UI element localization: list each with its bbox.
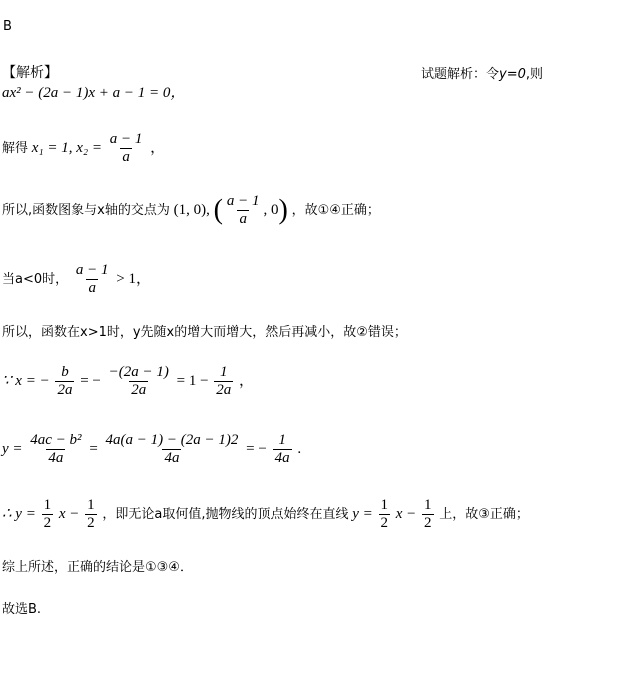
monotone-text: 所以，函数在x>1时，y先随x的增大而增大，然后再减小，故②错误； [2, 325, 407, 340]
vertex-x-f2-den: 2a [131, 382, 147, 398]
intersect-tail: , 0 [263, 201, 279, 218]
line-rhs: y = [352, 505, 373, 522]
vertex-x-lhs: ∵ x = − [2, 372, 50, 389]
solve-line [2, 131, 165, 166]
solve-fraction [108, 131, 145, 166]
intersect-point1: (1, 0), [173, 201, 210, 218]
line-frac1 [42, 497, 54, 532]
vertex-y-lhs: y = [2, 440, 23, 457]
intersect-suffix: ，故①④正确； [291, 202, 380, 218]
line-mid: x − [58, 505, 80, 522]
intersect-frac-den: a [239, 211, 247, 227]
intro-math: y=0 [499, 67, 526, 82]
vertex-x-f1-den: 2a [57, 382, 73, 398]
quadratic-equation: ax² − (2a − 1)x + a − 1 = 0， [2, 85, 186, 101]
vertex-y-f1-num: 4ac − b² [30, 432, 82, 448]
vertex-y-frac3 [273, 432, 292, 467]
line-f3-num: 1 [380, 497, 388, 513]
line-f2-num: 1 [87, 497, 95, 513]
vertex-x-end: ， [239, 372, 255, 389]
vertex-x-f3-den: 2a [216, 382, 232, 398]
solve-prefix: 解得 [2, 140, 29, 156]
intro-suffix: ,则 [525, 67, 544, 82]
vertex-x-frac3 [214, 364, 233, 399]
vertex-y-end: . [297, 440, 302, 457]
vertex-y-f3-den: 4a [274, 450, 290, 466]
vertex-x-f3-num: 1 [220, 364, 228, 380]
line-frac2 [85, 497, 97, 532]
vertex-y-f1-den: 4a [48, 450, 64, 466]
vertex-y-f3-num: 1 [278, 432, 286, 448]
solve-end: ， [150, 139, 166, 156]
vertex-y-frac1 [28, 432, 83, 467]
line-text: ，即无论a取何值,抛物线的顶点始终在直线 [102, 506, 349, 522]
vertex-y-eq: = − [246, 440, 267, 457]
case-fraction [74, 262, 111, 297]
intersect-frac-num: a − 1 [226, 193, 260, 209]
vertex-x-f1-num: b [61, 364, 69, 380]
intro-line [421, 63, 543, 82]
line-f3-den: 2 [380, 515, 388, 531]
line-frac3 [379, 497, 391, 532]
final-answer: 故选B. [2, 602, 42, 617]
vertex-x-eq: = − [80, 372, 101, 389]
line-f2-den: 2 [87, 515, 95, 531]
case-suffix: > 1， [116, 270, 151, 287]
case-line [2, 262, 151, 297]
vertex-y-frac2 [104, 432, 241, 467]
vertex-y-f2-num: 4a(a − 1) − (2a − 1)2 [105, 432, 239, 448]
solve-roots: x₁ = 1, x₂ = [31, 139, 103, 156]
summary-text: 综上所述，正确的结论是①③④． [2, 560, 193, 575]
vertex-x-f2-num: −(2a − 1) [108, 364, 169, 380]
line-frac4 [422, 497, 434, 532]
line-lhs: ∴ y = [2, 505, 36, 522]
solve-frac-den: a [122, 149, 130, 165]
intersect-prefix: 所以,函数图象与x轴的交点为 [2, 202, 170, 218]
section-label: 【解析】 [2, 65, 58, 81]
case-prefix: 当a<0时， [2, 271, 69, 287]
line-f4-num: 1 [424, 497, 432, 513]
intersect-fraction [225, 193, 262, 228]
line-conclusion [2, 497, 529, 532]
line-suffix: 上，故③正确； [439, 506, 529, 522]
vertex-y-f2-den: 4a [164, 450, 180, 466]
vertex-x-line [2, 364, 254, 399]
vertex-x-eq2: = 1 − [176, 372, 209, 389]
case-frac-num: a − 1 [75, 262, 109, 278]
line-f1-num: 1 [43, 497, 52, 513]
line-f1-den: 2 [43, 515, 52, 531]
answer-letter: B [3, 19, 12, 34]
case-frac-den: a [88, 280, 96, 296]
line-f4-den: 2 [424, 515, 432, 531]
intro-label: 试题解析：令 [421, 67, 500, 82]
line-mid2: x − [395, 505, 417, 522]
intersection-line: 所以,函数图象与x轴的交点为 (1, 0), ( $\frac{a - 1}{a}$ , 0) ，故①④正确； [2, 193, 380, 227]
vertex-x-frac2 [107, 364, 171, 399]
vertex-y-line: y = $\frac{\text{4ac − b²}}{4a}$ = $\frac{4a(a - 1) - (2a - 1)2}{4a}$ = − $\frac{1}{4a}$ . [2, 432, 302, 466]
vertex-x-frac1 [55, 364, 74, 399]
solve-frac-num: a − 1 [109, 131, 143, 147]
